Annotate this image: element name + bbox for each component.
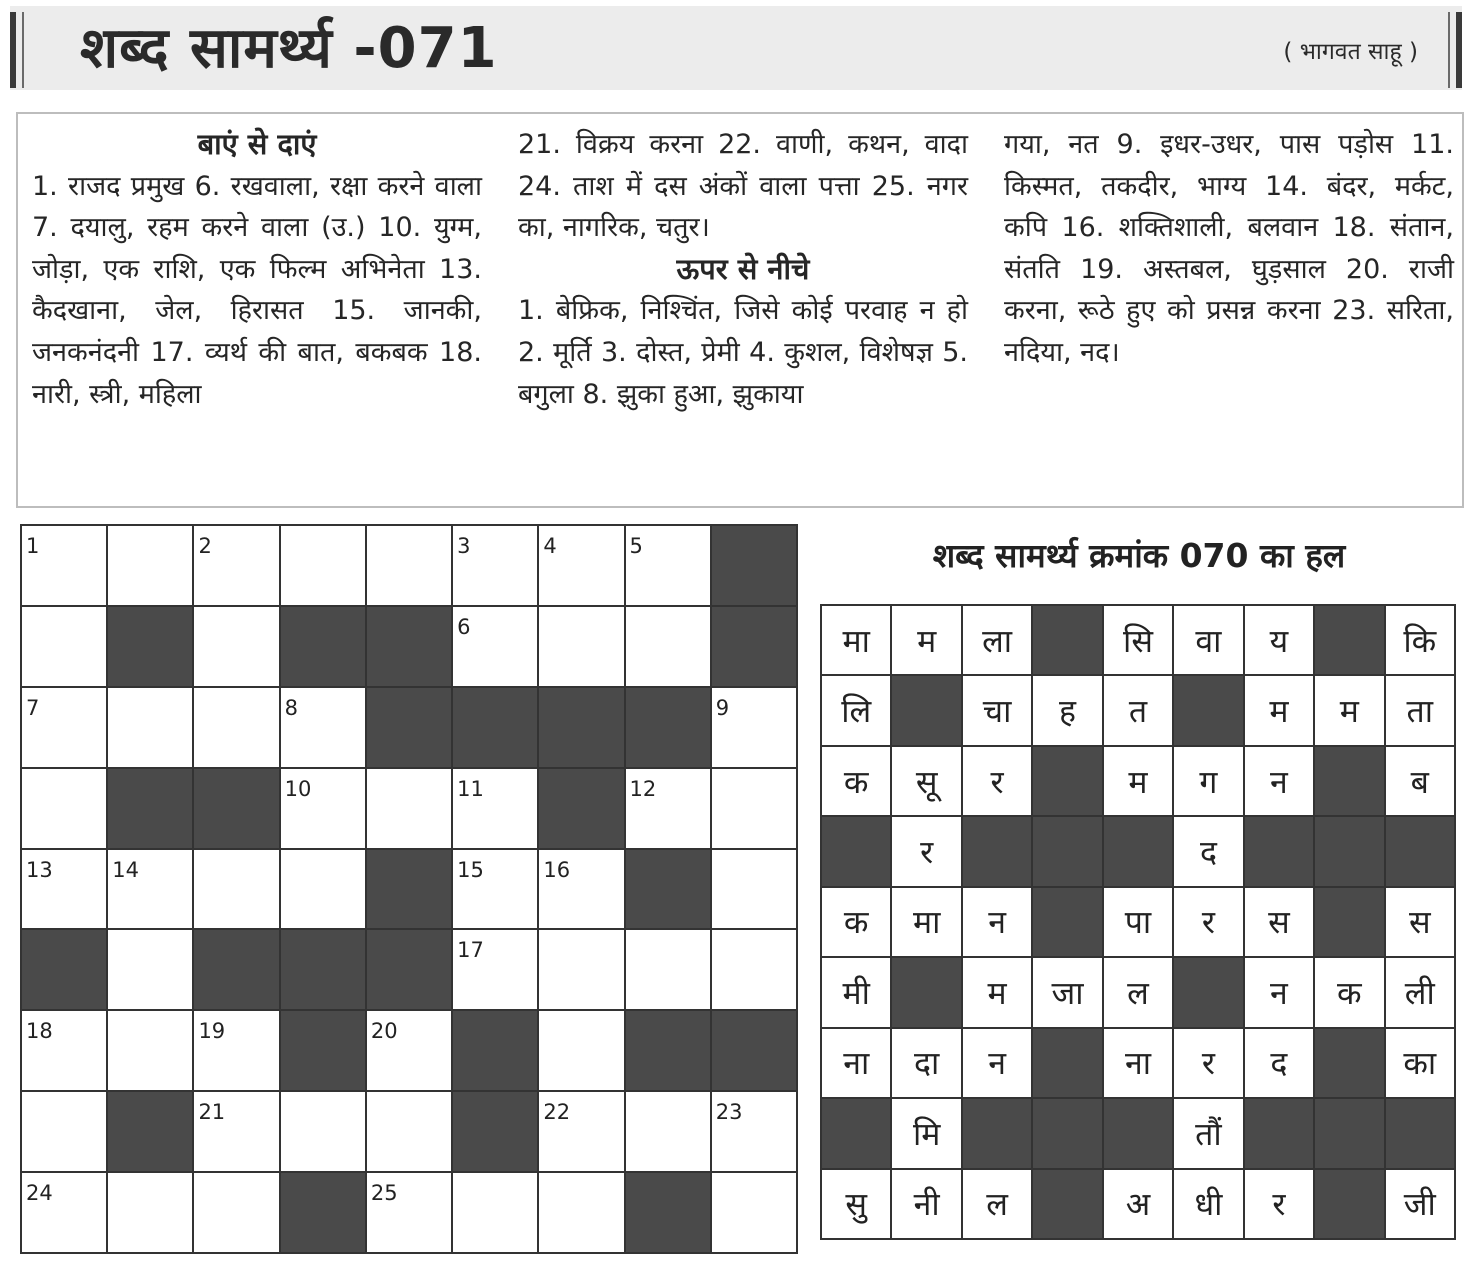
clue-number: 20 [370,1019,398,1044]
puzzle-cell[interactable] [453,526,537,605]
blocked-cell [194,769,278,848]
clues-column-3 [1004,124,1454,374]
clue-number: 2 [198,534,212,558]
solution-blocked-cell [1245,1099,1313,1167]
solution-cell: मा [892,888,960,956]
solution-cell: दा [892,1029,960,1097]
solution-cell: र [1245,1170,1313,1238]
puzzle-cell[interactable] [453,930,537,1009]
solution-cell: ली [1386,958,1454,1026]
solution-cell: न [1245,958,1313,1026]
clue-number: 11 [457,776,484,801]
blocked-cell [108,769,192,848]
solution-blocked-cell [1033,1099,1101,1167]
puzzle-cell[interactable] [194,607,278,686]
puzzle-cell[interactable] [281,526,365,605]
solution-cell: द [1174,817,1242,885]
clue-number: 6 [457,614,471,639]
blocked-cell [367,850,451,929]
blocked-cell [626,1011,710,1090]
blocked-cell [712,1011,796,1090]
solution-cell: ल [963,1170,1031,1238]
blocked-cell [194,930,278,1009]
puzzle-cell[interactable] [539,850,623,929]
solution-cell: ल [1104,958,1172,1026]
clue-number: 14 [112,857,139,882]
solution-grid [820,604,1456,1240]
puzzle-cell[interactable] [281,769,365,848]
solution-cell: मा [822,606,890,674]
clue-number: 23 [715,1100,743,1125]
puzzle-cell[interactable] [108,850,192,929]
clue-number: 21 [198,1100,226,1125]
solution-blocked-cell [1033,747,1101,815]
solution-cell: अ [1104,1170,1172,1238]
clue-number: 5 [629,534,643,558]
puzzle-cell[interactable] [281,688,365,767]
puzzle-cell[interactable] [281,1092,365,1171]
puzzle-cell[interactable] [712,769,796,848]
solution-blocked-cell [1315,888,1383,956]
blocked-cell [539,769,623,848]
solution-cell: ना [1104,1029,1172,1097]
across-clues-text: 1. राजद प्रमुख 6. रखवाला, रक्षा करने वाला 7. दयालु, रहम करने वाला (उ.) 10. युग्म, जोड़ा, एक राशि, एक फिल्म अभिनेता 13. कैदखाना, जेल, हिरासत 15. जानकी, जनकनंदनी 17. व्यर्थ की बात, बकबक 18. नारी, स्त्री, महिला [32,170,482,410]
header-left-bar [10,12,16,88]
solution-cell: न [963,888,1031,956]
puzzle-cell[interactable] [22,850,106,929]
puzzle-cell[interactable] [194,1011,278,1090]
header-right-bar [1456,12,1462,88]
puzzle-cell[interactable] [22,769,106,848]
puzzle-cell[interactable] [367,1173,451,1252]
author-credit: ( भागवत साहू ) [1283,39,1418,65]
solution-cell: का [1386,1029,1454,1097]
clue-number: 10 [284,776,312,801]
puzzle-cell[interactable] [108,1173,192,1252]
solution-cell: कि [1386,606,1454,674]
solution-title: शब्द सामर्थ्य क्रमांक 070 का हल [932,536,1346,575]
clues-column-2 [518,124,968,415]
clue-number: 22 [543,1100,571,1125]
solution-blocked-cell [1245,817,1313,885]
solution-cell: द [1245,1029,1313,1097]
puzzle-cell[interactable] [453,769,537,848]
puzzle-cell[interactable] [367,1011,451,1090]
solution-blocked-cell [963,817,1031,885]
solution-cell: र [1174,888,1242,956]
solution-cell: लि [822,676,890,744]
puzzle-cell[interactable] [626,769,710,848]
puzzle-cell[interactable] [539,930,623,1009]
solution-cell: नी [892,1170,960,1238]
puzzle-cell[interactable] [22,1011,106,1090]
solution-blocked-cell [1315,747,1383,815]
header-banner [10,6,1462,90]
puzzle-cell[interactable] [108,688,192,767]
header-right-thin-bar [1448,12,1450,88]
crossword-grid [20,524,798,1254]
solution-cell: सि [1104,606,1172,674]
solution-cell: ह [1033,676,1101,744]
puzzle-cell[interactable] [453,1173,537,1252]
solution-cell: न [1245,747,1313,815]
clue-number: 17 [457,938,484,963]
puzzle-cell[interactable] [367,526,451,605]
blocked-cell [22,930,106,1009]
clues-panel [16,112,1464,508]
solution-cell: मि [892,1099,960,1167]
puzzle-cell[interactable] [539,526,623,605]
solution-blocked-cell [822,817,890,885]
clues-column-1 [32,124,482,415]
puzzle-cell[interactable] [22,607,106,686]
puzzle-cell[interactable] [22,1092,106,1171]
solution-cell: म [1315,676,1383,744]
solution-cell: सू [892,747,960,815]
solution-cell: तौं [1174,1099,1242,1167]
puzzle-cell[interactable] [194,1092,278,1171]
blocked-cell [367,607,451,686]
puzzle-cell[interactable] [626,607,710,686]
clue-number: 15 [457,857,484,882]
solution-blocked-cell [1033,817,1101,885]
puzzle-cell[interactable] [539,1173,623,1252]
puzzle-cell[interactable] [194,688,278,767]
puzzle-cell[interactable] [22,688,106,767]
solution-blocked-cell [1104,1099,1172,1167]
puzzle-cell[interactable] [453,607,537,686]
clue-number: 19 [198,1019,226,1044]
solution-cell: क [1315,958,1383,1026]
solution-blocked-cell [1386,1099,1454,1167]
solution-blocked-cell [1033,888,1101,956]
clue-number: 4 [543,534,557,558]
solution-cell: मी [822,958,890,1026]
blocked-cell [453,1011,537,1090]
puzzle-cell[interactable] [712,930,796,1009]
puzzle-cell[interactable] [712,1092,796,1171]
solution-cell: म [892,606,960,674]
solution-blocked-cell [892,958,960,1026]
solution-blocked-cell [1174,958,1242,1026]
solution-blocked-cell [1104,817,1172,885]
solution-blocked-cell [1386,817,1454,885]
blocked-cell [108,1092,192,1171]
puzzle-cell[interactable] [626,1092,710,1171]
solution-cell: वा [1174,606,1242,674]
solution-blocked-cell [1174,676,1242,744]
down-clues-continued: गया, नत 9. इधर-उधर, पास पड़ोस 11. किस्मत, तकदीर, भाग्य 14. बंदर, मर्कट, कपि 16. शक्तिशाली, बलवान 18. संतान, संतति 19. अस्तबल, घुड़साल 20. राजी करना, रूठे हुए को प्रसन्न करना 23. सरिता, नदिया, नद। [1004,129,1454,368]
solution-blocked-cell [1315,606,1383,674]
clue-number: 16 [543,857,571,882]
clue-number: 7 [26,695,40,720]
clue-number: 12 [629,776,657,801]
clue-number: 8 [284,695,299,720]
solution-cell: र [1174,1029,1242,1097]
solution-cell: य [1245,606,1313,674]
solution-blocked-cell [1315,817,1383,885]
blocked-cell [453,688,537,767]
puzzle-cell[interactable] [712,1173,796,1252]
solution-blocked-cell [892,676,960,744]
blocked-cell [626,850,710,929]
puzzle-cell[interactable] [626,930,710,1009]
clue-number: 3 [457,534,471,558]
solution-cell: म [963,958,1031,1026]
blocked-cell [281,1173,365,1252]
puzzle-cell[interactable] [194,850,278,929]
puzzle-cell[interactable] [712,850,796,929]
solution-cell: म [1104,747,1172,815]
solution-cell: न [963,1029,1031,1097]
clue-number: 1 [26,534,40,558]
blocked-cell [367,688,451,767]
puzzle-cell[interactable] [367,769,451,848]
puzzle-cell[interactable] [108,526,192,605]
puzzle-cell[interactable] [539,1011,623,1090]
solution-cell: ना [822,1029,890,1097]
solution-cell: चा [963,676,1031,744]
clue-number: 18 [26,1019,53,1044]
clue-number: 9 [715,695,730,720]
solution-blocked-cell [1315,1099,1383,1167]
solution-cell: जी [1386,1170,1454,1238]
solution-blocked-cell [1315,1029,1383,1097]
blocked-cell [367,930,451,1009]
puzzle-cell[interactable] [453,850,537,929]
blocked-cell [108,607,192,686]
solution-blocked-cell [822,1099,890,1167]
solution-cell: क [822,888,890,956]
clue-number: 24 [26,1181,53,1206]
puzzle-cell[interactable] [539,607,623,686]
clue-number: 25 [370,1181,398,1206]
puzzle-cell[interactable] [22,1173,106,1252]
solution-cell: ब [1386,747,1454,815]
blocked-cell [539,688,623,767]
clue-number: 13 [26,857,53,882]
puzzle-cell[interactable] [367,1092,451,1171]
solution-cell: म [1245,676,1313,744]
solution-cell: र [892,817,960,885]
solution-cell: धी [1174,1170,1242,1238]
puzzle-cell[interactable] [108,930,192,1009]
solution-blocked-cell [963,1099,1031,1167]
blocked-cell [712,526,796,605]
solution-cell: स [1386,888,1454,956]
puzzle-cell[interactable] [712,688,796,767]
header-left-thin-bar [22,12,24,88]
solution-cell: क [822,747,890,815]
solution-cell: पा [1104,888,1172,956]
puzzle-cell[interactable] [281,850,365,929]
puzzle-cell[interactable] [626,526,710,605]
solution-cell: ग [1174,747,1242,815]
across-clues-continued: 21. विक्रय करना 22. वाणी, कथन, वादा 24. ताश में दस अंकों वाला पत्ता 25. नगर का, नागरिक, चतुर। [518,129,968,244]
puzzle-cell[interactable] [108,1011,192,1090]
down-clues-text: 1. बेफ्रिक, निश्चिंत, जिसे कोई परवाह न हो 2. मूर्ति 3. दोस्त, प्रेमी 4. कुशल, विशेषज्ञ 5. बगुला 8. झुका हुआ, झुकाया [518,295,968,410]
page-title: शब्द सामर्थ्य -071 [80,16,498,81]
solution-cell: त [1104,676,1172,744]
solution-cell: सु [822,1170,890,1238]
down-heading: ऊपर से नीचे [676,251,810,286]
solution-blocked-cell [1315,1170,1383,1238]
blocked-cell [281,607,365,686]
puzzle-cell[interactable] [194,526,278,605]
solution-blocked-cell [1033,1170,1101,1238]
blocked-cell [712,607,796,686]
solution-cell: ला [963,606,1031,674]
blocked-cell [626,1173,710,1252]
solution-cell: जा [1033,958,1101,1026]
across-heading: बाएं से दाएं [197,127,317,161]
solution-blocked-cell [1033,606,1101,674]
blocked-cell [281,930,365,1009]
puzzle-cell[interactable] [539,1092,623,1171]
blocked-cell [453,1092,537,1171]
puzzle-cell[interactable] [194,1173,278,1252]
solution-cell: स [1245,888,1313,956]
blocked-cell [626,688,710,767]
solution-cell: र [963,747,1031,815]
blocked-cell [281,1011,365,1090]
solution-blocked-cell [1033,1029,1101,1097]
solution-cell: ता [1386,676,1454,744]
puzzle-cell[interactable] [22,526,106,605]
